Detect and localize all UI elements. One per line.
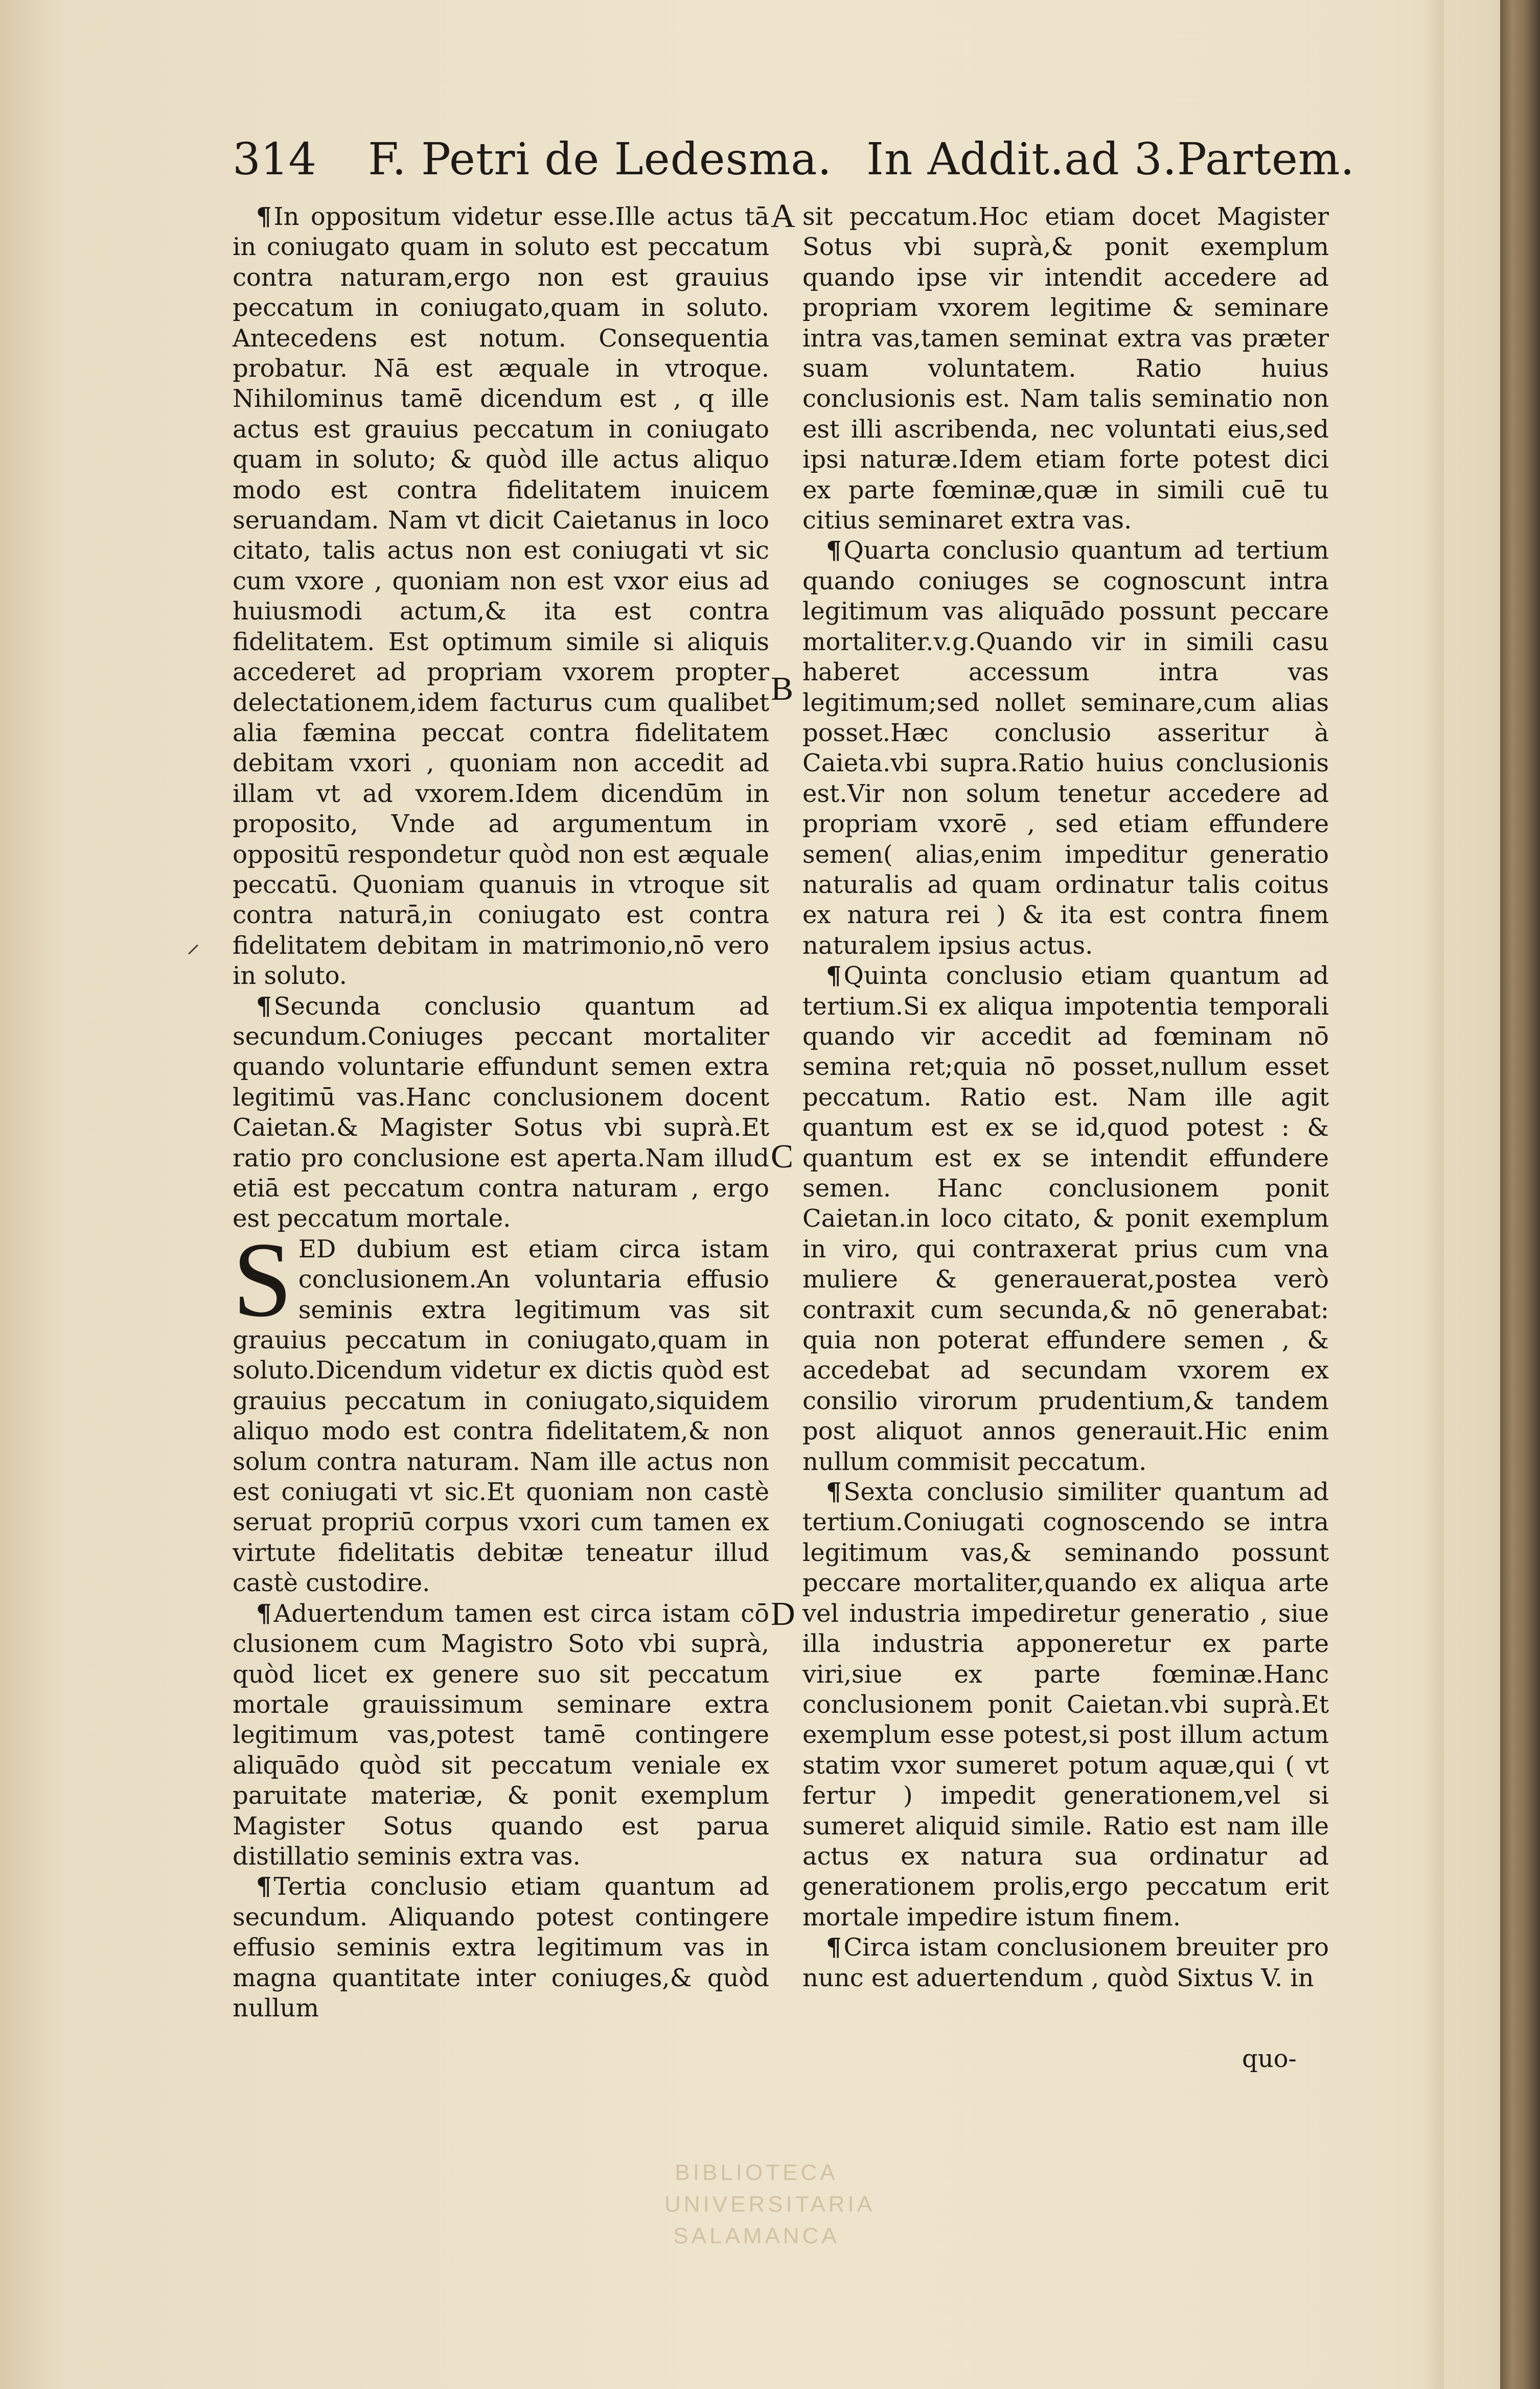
book-edge <box>1500 0 1540 2389</box>
running-head-right: In Addit.ad 3.Partem. <box>866 134 1355 185</box>
pilcrow-icon: ¶ <box>826 536 842 565</box>
library-stamp <box>664 2157 876 2252</box>
margin-letter-c: C <box>771 1138 794 1175</box>
pilcrow-icon: ¶ <box>826 961 842 991</box>
left-column <box>233 202 769 2024</box>
pilcrow-icon: ¶ <box>826 1478 842 1507</box>
pilcrow-icon: ¶ <box>256 202 272 231</box>
margin-letter-b: B <box>771 670 794 707</box>
paragraph-dubium: SED dubium est etiam circa istam conclusionem.An voluntaria effusio seminis extra legitimum vas sit grauius peccatum in coniugato,quam in soluto.Dicendum videtur ex dictis quòd est grauius peccatum in coniugato,siquidem aliquo modo est contra fidelitatem,& non solum contra naturam. Nam ille actus non est coniugati vt sic.Et quoniam non castè seruat propriū corpus vxori cum tamen ex virtute fidelitatis debitæ teneatur illud castè custodire. <box>233 1220 769 1598</box>
page-gutter-shadow <box>1423 0 1444 2389</box>
stamp-line: SALAMANCA <box>673 2223 840 2248</box>
stamp-line: UNIVERSITARIA <box>664 2192 876 2217</box>
paragraph: ¶Quarta conclusio quantum ad tertium quando coniuges se cognoscunt intra legitimum vas aliquādo possunt peccare mortaliter.v.g.Quando vir in simili casu haberet accessum intra vas legitimum;sed nollet seminare,cum alias posset.Hæc conclusio asseritur à Caieta.vbi supra.Ratio huius conclusionis est.Vir non solum tenetur accedere ad propriam vxorē , sed etiam effundere semen( alias,enim impeditur generatio naturalis ad quam ordinatur talis coitus ex natura rei ) & ita est contra finem naturalem ipsius actus. <box>802 536 1329 960</box>
paragraph: ¶In oppositum videtur esse.Ille actus tā in coniugato quam in soluto est peccatum contra naturam,ergo non est grauius peccatum in coniugato,quam in soluto. Antecedens est notum. Consequentia probatur. Nā est æquale in vtroque. Nihilominus tamē dicendum est , q ille actus est grauius peccatum in coniugato quam in soluto; & quòd ille actus aliquo modo est contra fidelitatem inuicem seruandam. Nam vt dicit Caietanus in loco citato, talis actus non est coniugati vt sic cum vxore , quoniam non est vxor eius ad huiusmodi actum,& ita est contra fidelitatem. Est optimum simile si aliquis accederet ad propriam vxorem propter delectationem,idem facturus cum qualibet alia fæmina peccat contra fidelitatem debitam vxori , quoniam non accedit ad illam vt ad vxorem.Idem dicendūm in proposito, Vnde ad argumentum in oppositū respondetur quòd non est æquale peccatū. Quoniam quanuis in vtroque sit contra naturā,in coniugato est contra fidelitatem debitam in matrimonio,nō vero in soluto. <box>233 202 769 991</box>
paragraph: ¶Sexta conclusio similiter quantum ad tertium.Coniugati cognoscendo se intra legitimum vas,& seminando possunt peccare mortaliter,quando ex aliqua arte vel industria impediretur generatio , siue illa industria apponeretur ex parte viri,siue ex parte fœminæ.Hanc conclusionem ponit Caietan.vbi suprà.Et exemplum esse potest,si post illum actum statim vxor sumeret potum aquæ,qui ( vt fertur ) impedit generationem,vel si sumeret aliquid simile. Ratio est nam ille actus ex natura sua ordinatur ad generationem prolis,ergo peccatum erit mortale impedire istum finem. <box>802 1478 1329 1932</box>
page-number: 314 <box>233 134 317 185</box>
marginal-ink-mark: ⸍ <box>187 939 200 970</box>
right-column <box>802 202 1329 1993</box>
running-head-left: F. Petri de Ledesma. <box>368 134 832 185</box>
stamp-line: BIBLIOTECA <box>675 2160 838 2185</box>
pilcrow-icon: ¶ <box>826 1933 842 1962</box>
paragraph: ¶Tertia conclusio etiam quantum ad secundum. Aliquando potest contingere effusio seminis extra legitimum vas in magna quantitate inter coniuges,& quòd nullum <box>233 1872 769 2023</box>
drop-cap: S <box>233 1220 292 1339</box>
paragraph: sit peccatum.Hoc etiam docet Magister Sotus vbi suprà,& ponit exemplum quando ipse vir intendit accedere ad propriam vxorem legitime & seminare intra vas,tamen seminat extra vas præter suam voluntatem. Ratio huius conclusionis est. Nam talis seminatio non est illi ascribenda, nec voluntati eius,sed ipsi naturæ.Idem etiam forte potest dici ex parte fœminæ,quæ in simili cuē tu citius seminaret extra vas. <box>802 202 1329 535</box>
paragraph: ¶Aduertendum tamen est circa istam cō clusionem cum Magistro Soto vbi suprà, quòd licet ex genere suo sit peccatum mortale grauissimum seminare extra legitimum vas,potest tamē contingere aliquādo quòd sit peccatum veniale ex paruitate materiæ, & ponit exemplum Magister Sotus quando est parua distillatio seminis extra vas. <box>233 1599 769 1871</box>
paragraph: ¶Quinta conclusio etiam quantum ad tertium.Si ex aliqua impotentia temporali quando vir accedit ad fœminam nō semina ret;quia nō posset,nullum esset peccatum. Ratio est. Nam ille agit quantum est ex se id,quod potest : & quantum est ex se intendit effundere semen. Hanc conclusionem ponit Caietan.in loco citato, & ponit exemplum in viro, qui contraxerat prius cum vna muliere & generauerat,postea verò contraxit cum secunda,& nō generabat: quia non poterat effundere semen , & accedebat ad secundam vxorem ex consilio virorum prudentium,& tandem post aliquot annos generauit.Hic enim nullum commisit peccatum. <box>802 961 1329 1476</box>
margin-letter-a: A <box>771 197 795 235</box>
paragraph: ¶Secunda conclusio quantum ad secundum.Coniuges peccant mortaliter quando voluntarie effundunt semen extra legitimū vas.Hanc conclusionem docent Caietan.& Magister Sotus vbi suprà.Et ratio pro conclusione est aperta.Nam illud etiā est peccatum contra naturam , ergo est peccatum mortale. <box>233 992 769 1233</box>
pilcrow-icon: ¶ <box>256 1599 272 1628</box>
pilcrow-icon: ¶ <box>256 992 272 1021</box>
pilcrow-icon: ¶ <box>256 1872 272 1901</box>
catchword: quo- <box>1242 2045 1297 2073</box>
margin-letter-d: D <box>771 1595 795 1633</box>
paragraph: ¶Circa istam conclusionem breuiter pro nunc est aduertendum , quòd Sixtus V. in <box>802 1933 1329 1992</box>
